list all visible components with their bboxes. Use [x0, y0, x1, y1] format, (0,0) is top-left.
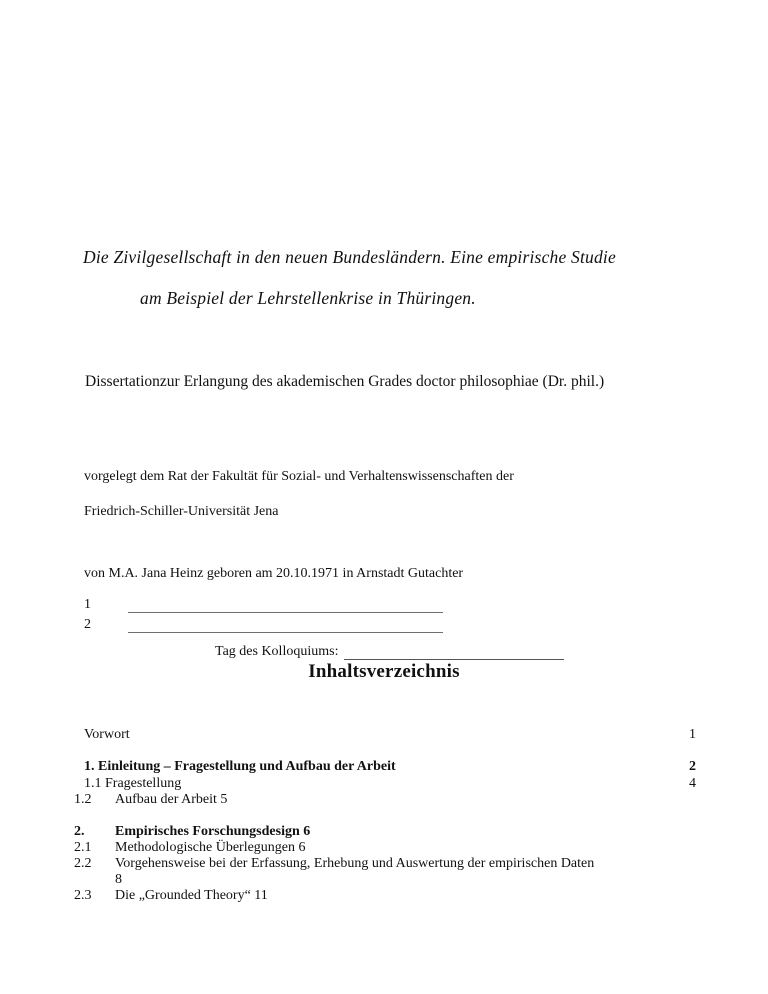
toc-entry-label: Aufbau der Arbeit 5	[115, 792, 228, 807]
toc-entry-label: Empirisches Forschungsdesign 6	[115, 824, 311, 839]
toc-entry-number: 2.2	[74, 856, 92, 871]
toc-entry-vorgehensweise-continuation	[74, 872, 704, 888]
toc-entry-vorwort	[84, 727, 696, 743]
reviewer2-number: 2	[84, 617, 91, 632]
colloquium-row	[215, 644, 564, 660]
author-line: von M.A. Jana Heinz geboren am 20.10.1971 in Arnstadt Gutachter	[84, 566, 464, 581]
colloquium-label: Tag des Kolloquiums:	[215, 644, 339, 659]
dissertation-title-line1: Die Zivilgesellschaft in den neuen Bundesländern. Eine empirische Studie	[83, 247, 616, 267]
toc-entry-aufbau	[74, 792, 704, 808]
toc-entry-label: Vorgehensweise bei der Erfassung, Erhebung und Auswertung der empirischen Daten	[115, 856, 595, 871]
reviewer1-number: 1	[84, 597, 91, 612]
toc-entry-number: 1.2	[74, 792, 92, 807]
reviewer2-signature-line	[128, 619, 443, 633]
toc-entry-methodologische	[74, 840, 704, 856]
toc-entry-vorgehensweise	[74, 856, 704, 872]
submitted-to-line1: vorgelegt dem Rat der Fakultät für Sozial- und Verhaltenswissenschaften der	[84, 469, 514, 484]
toc-entry-forschungsdesign	[74, 824, 704, 840]
toc-entry-page: 4	[689, 776, 696, 791]
toc-entry-label: 1. Einleitung – Fragestellung und Aufbau der Arbeit	[84, 759, 396, 774]
toc-entry-number: 2.1	[74, 840, 92, 855]
toc-entry-page-inline: 8	[115, 872, 122, 887]
toc-entry-number: 2.3	[74, 888, 92, 903]
toc-entry-number: 2.	[74, 824, 85, 839]
toc-entry-grounded-theory	[74, 888, 704, 904]
toc-heading: Inhaltsverzeichnis	[308, 661, 460, 682]
toc-entry-label: Vorwort	[84, 727, 130, 742]
colloquium-blank-line	[344, 645, 564, 660]
toc-entry-label: 1.1 Fragestellung	[84, 776, 182, 791]
toc-entry-page: 2	[689, 759, 696, 774]
degree-statement: Dissertationzur Erlangung des akademischen Grades doctor philosophiae (Dr. phil.)	[85, 373, 605, 390]
toc-entry-einleitung	[84, 759, 696, 775]
toc-entry-label: Methodologische Überlegungen 6	[115, 840, 306, 855]
dissertation-title-line2: am Beispiel der Lehrstellenkrise in Thüringen.	[140, 288, 476, 308]
toc-entry-label: Die „Grounded Theory“ 11	[115, 888, 268, 903]
toc-entry-fragestellung	[84, 776, 696, 792]
submitted-to-line2: Friedrich-Schiller-Universität Jena	[84, 504, 279, 519]
reviewer1-signature-line	[128, 599, 443, 613]
toc-entry-page: 1	[689, 727, 696, 742]
